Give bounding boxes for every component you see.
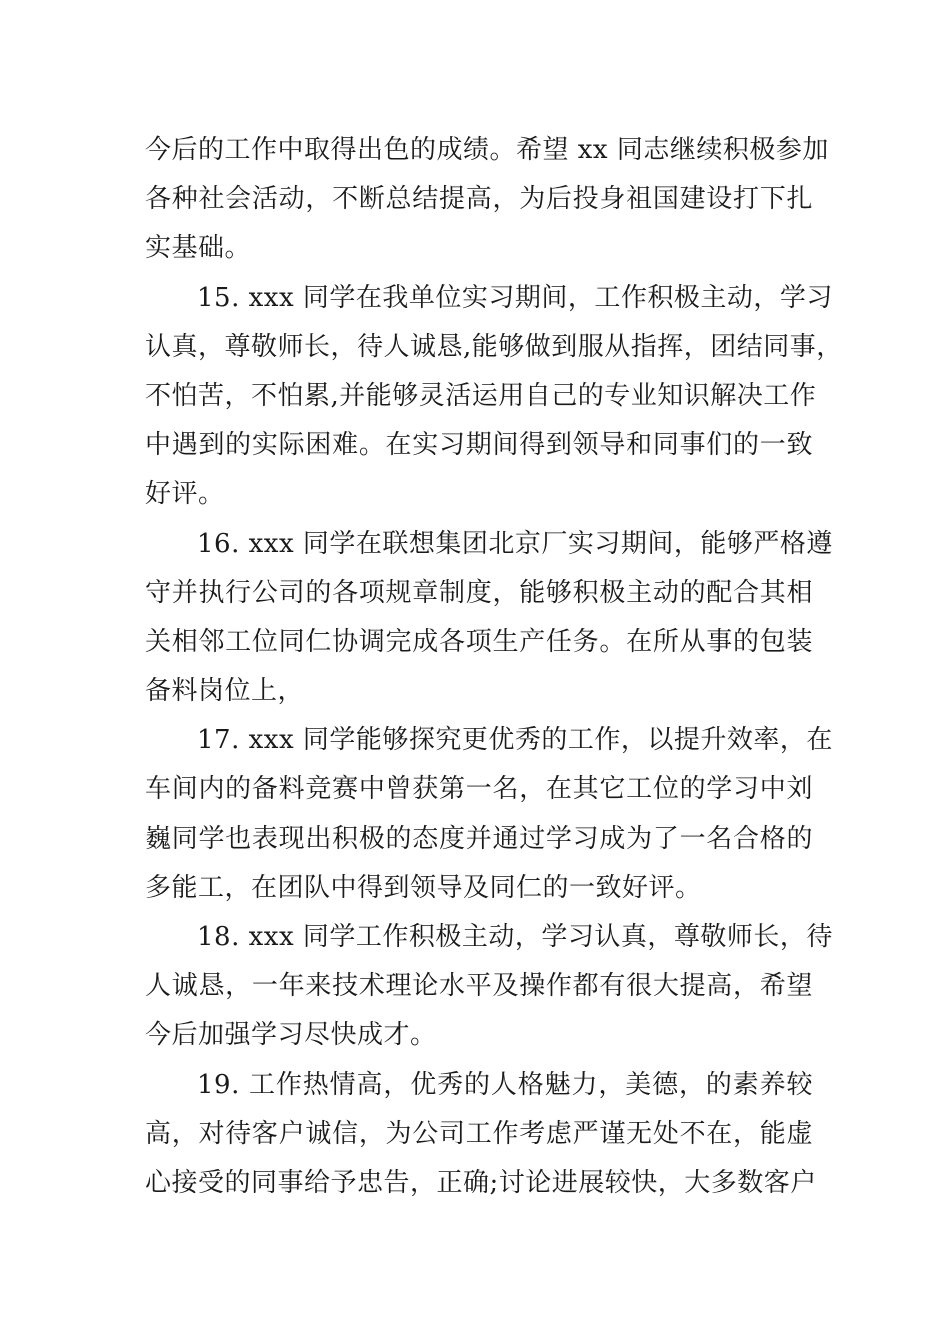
text-line: 守并执行公司的各项规章制度，能够积极主动的配合其相 [145, 577, 813, 608]
text-line: 不怕苦，不怕累,并能够灵活运用自己的专业知识解决工作 [145, 380, 817, 411]
text-line: 多能工，在团队中得到领导及同仁的一致好评。 [145, 872, 702, 903]
text-line: 15. xxx 同学在我单位实习期间，工作积极主动，学习 [197, 282, 833, 313]
text-line: 17. xxx 同学能够探究更优秀的工作，以提升效率，在 [197, 725, 833, 756]
paragraph-continuation [145, 126, 829, 274]
text-line: 18. xxx 同学工作积极主动，学习认真，尊敬师长，待 [197, 922, 833, 952]
document-body [145, 126, 843, 1208]
text-line: 今后的工作中取得出色的成绩。希望 xx 同志继续积极参加 [145, 135, 829, 165]
text-line: 19. 工作热情高，优秀的人格魅力，美德，的素养较 [197, 1069, 813, 1100]
text-line: 人诚恳，一年来技术理论水平及操作都有很大提高，希望 [145, 971, 813, 1002]
paragraph-item-18 [145, 913, 833, 1061]
text-line: 车间内的备料竞赛中曾获第一名，在其它工位的学习中刘 [145, 774, 813, 805]
text-line: 实基础。 [145, 233, 252, 264]
text-line: 关相邻工位同仁协调完成各项生产任务。在所从事的包装 [145, 626, 813, 657]
paragraph-item-16 [145, 520, 833, 717]
text-line: 认真，尊敬师长，待人诚恳,能够做到服从指挥，团结同事， [145, 331, 843, 362]
text-line: 高，对待客户诚信，为公司工作考虑严谨无处不在，能虚 [145, 1118, 813, 1149]
text-line: 中遇到的实际困难。在实习期间得到领导和同事们的一致 [145, 430, 813, 461]
paragraph-item-15 [145, 274, 843, 520]
text-line: 今后加强学习尽快成才。 [145, 1020, 437, 1051]
text-line: 备料岗位上， [145, 676, 305, 707]
text-line: 巍同学也表现出积极的态度并通过学习成为了一名合格的 [145, 823, 813, 854]
paragraph-item-17 [145, 716, 833, 913]
text-line: 各种社会活动，不断总结提高，为后投身祖国建设打下扎 [145, 184, 813, 215]
paragraph-item-19 [145, 1061, 817, 1209]
text-line: 好评。 [145, 479, 225, 510]
text-line: 心接受的同事给予忠告，正确;讨论进展较快，大多数客户 [145, 1167, 817, 1198]
text-line: 16. xxx 同学在联想集团北京厂实习期间，能够严格遵 [197, 528, 833, 559]
